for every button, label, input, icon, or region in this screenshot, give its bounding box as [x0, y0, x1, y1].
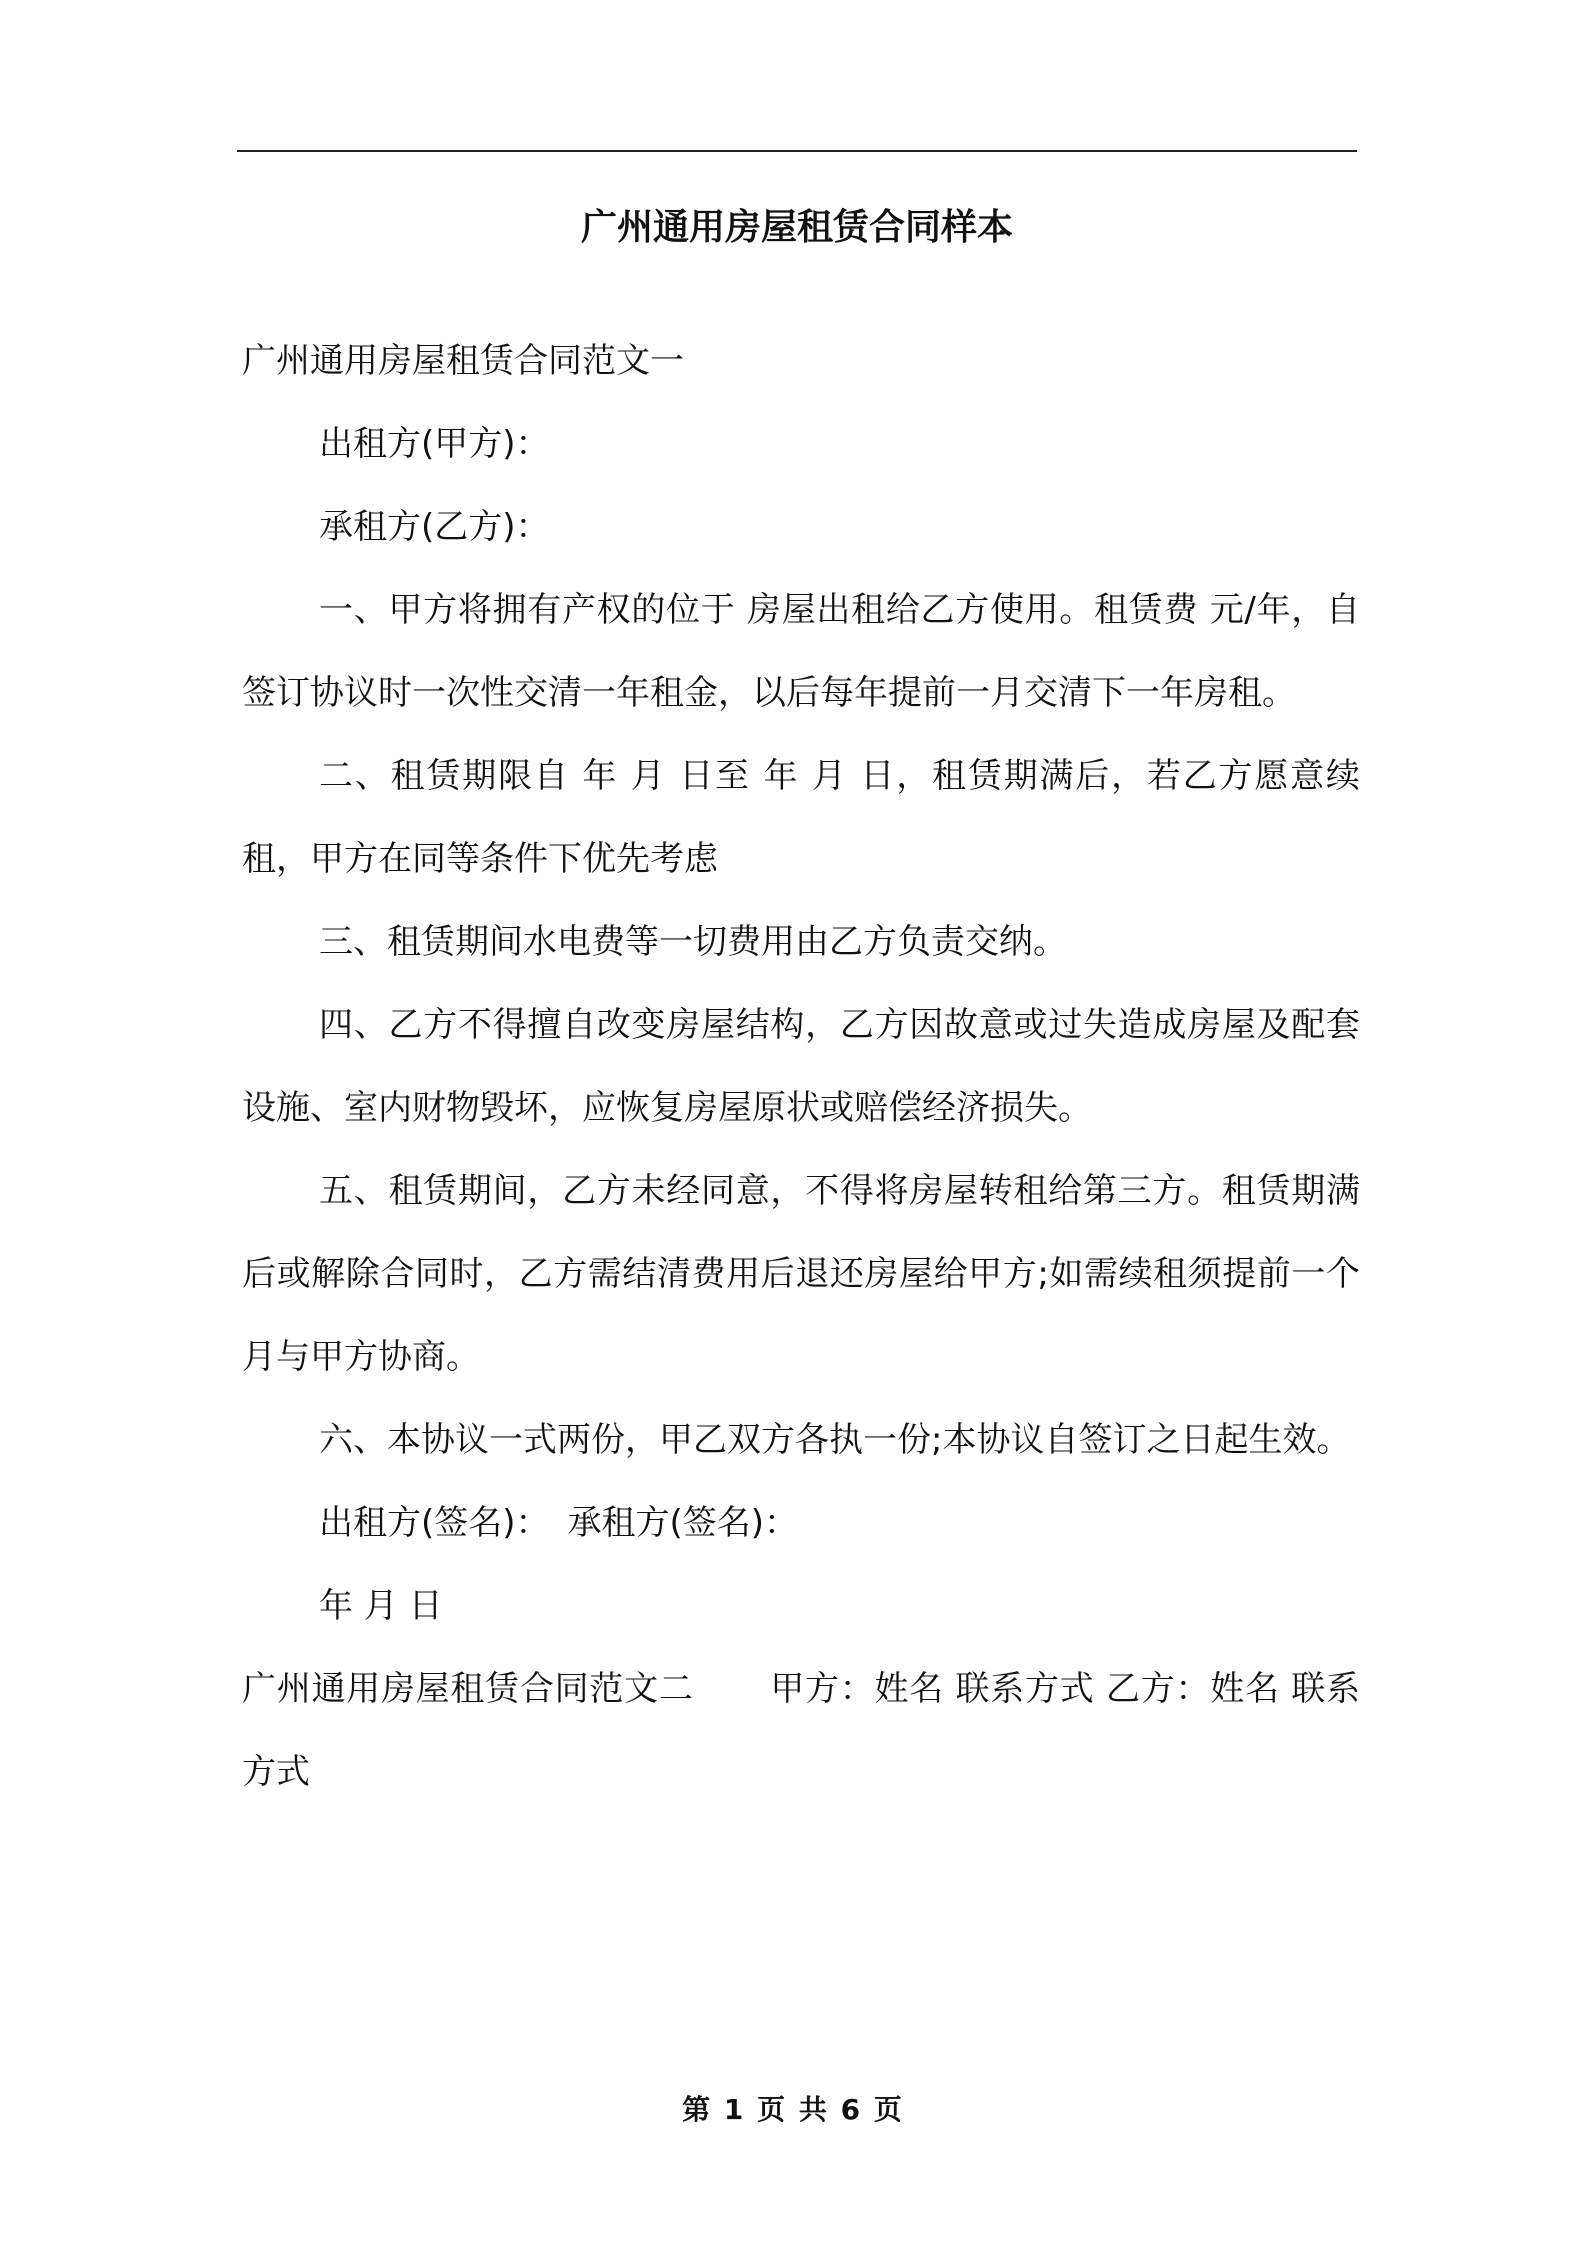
section-two-party-b: 乙方：姓名 联系方式: [242, 1669, 1361, 1792]
clause-6: 六、本协议一式两份，甲乙双方各执一份;本协议自签订之日起生效。: [319, 1420, 1351, 1460]
lessor-signature-label: 出租方(签名)：: [319, 1503, 550, 1543]
lessee-line: 承租方(乙方)：: [319, 507, 550, 547]
clause-1: 一、甲方将拥有产权的位于 房屋出租给乙方使用。租赁费 元/年，自签订协议时一次性交清一年租金，以后每年提前一月交清下一年房租。: [242, 590, 1360, 713]
clause-2: 二、租赁期限自 年 月 日至 年 月 日，租赁期满后，若乙方愿意续租，甲方在同等条件下优先考虑: [242, 756, 1360, 879]
section-two-intro: [242, 1648, 1360, 1814]
signature-line: [242, 1482, 1360, 1565]
document-title: 广州通用房屋租赁合同样本: [580, 207, 1013, 248]
section-one-heading: 广州通用房屋租赁合同范文一: [242, 341, 684, 381]
clause-5: 五、租赁期间，乙方未经同意，不得将房屋转租给第三方。租赁期满后或解除合同时，乙方需结清费用后退还房屋给甲方;如需续租须提前一个月与甲方协商。: [242, 1171, 1360, 1377]
clause-4: 四、乙方不得擅自改变房屋结构，乙方因故意或过失造成房屋及配套设施、室内财物毁坏，应恢复房屋原状或赔偿经济损失。: [242, 1005, 1360, 1128]
page-number-footer: 第 1 页 共 6 页: [682, 2093, 904, 2126]
clause-3: 三、租赁期间水电费等一切费用由乙方负责交纳。: [319, 922, 1067, 962]
section-two-party-a: 甲方：姓名 联系方式: [769, 1669, 1095, 1709]
date-line: 年 月 日: [319, 1586, 443, 1626]
lessee-signature-label: 承租方(签名)：: [567, 1503, 799, 1543]
document-body: [242, 320, 1360, 1814]
lessor-line: 出租方(甲方)：: [319, 424, 550, 464]
header-rule: [237, 150, 1357, 152]
section-two-heading: 广州通用房屋租赁合同范文二: [242, 1669, 694, 1709]
